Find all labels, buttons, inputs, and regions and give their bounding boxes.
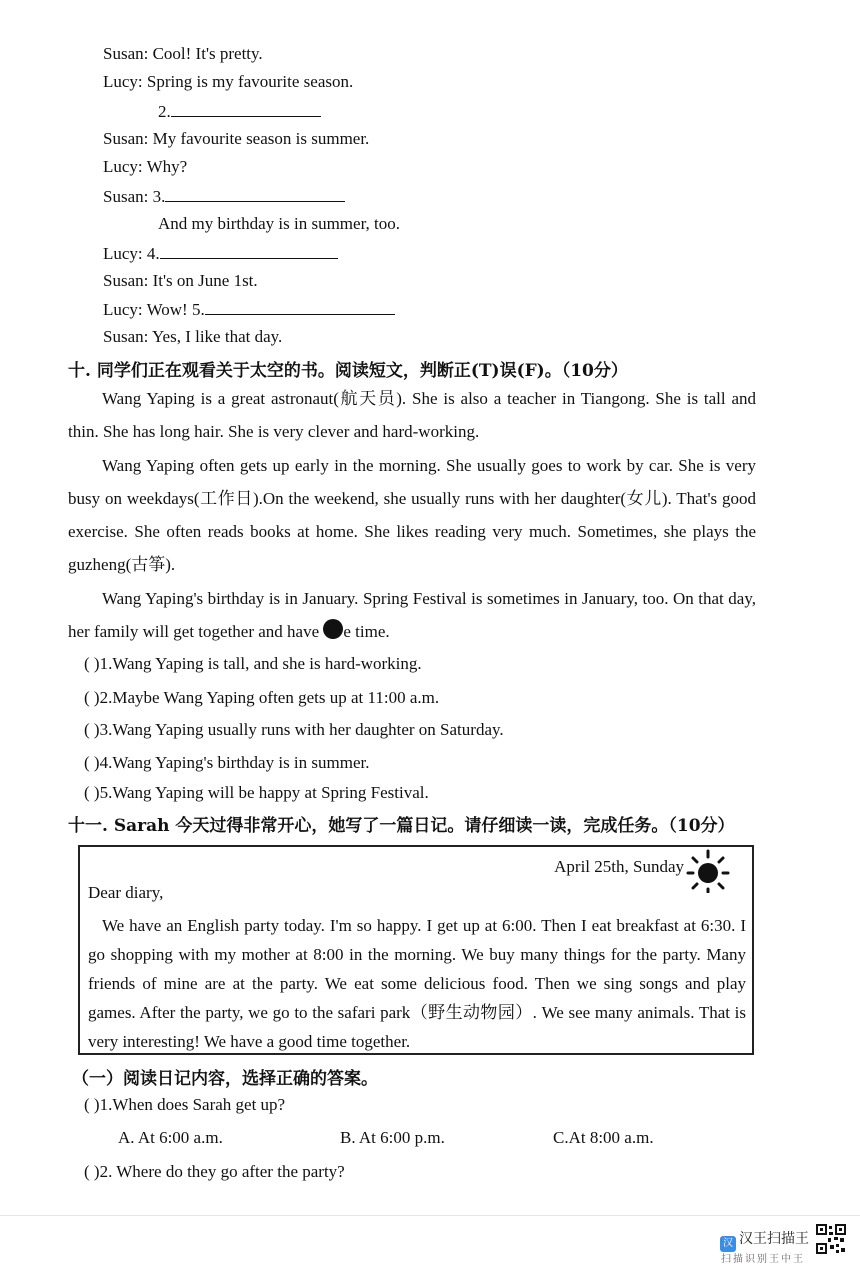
dialogue-line — [158, 100, 321, 123]
diary-box — [78, 845, 754, 1055]
dialogue-line: Susan: It's on June 1st. — [103, 271, 258, 290]
scanner-brand: 汉 汉王扫描王 — [720, 1228, 809, 1252]
dialogue-line — [103, 242, 338, 265]
tf-question-3[interactable]: ( )3.Wang Yaping usually runs with her daughter on Saturday. — [84, 720, 504, 739]
tf-question-1[interactable]: ( )1.Wang Yaping is tall, and she is hard-working. — [84, 654, 422, 673]
option-b[interactable]: B. At 6:00 p.m. — [340, 1128, 445, 1147]
scanner-footer — [0, 1215, 860, 1277]
blank-number: Lucy: Wow! 5. — [103, 300, 205, 319]
dialogue-line: And my birthday is in summer, too. — [158, 214, 401, 233]
dialogue-line: Lucy: Why? — [103, 157, 188, 176]
scanner-logo-icon: 汉 — [720, 1236, 736, 1252]
answer-blank[interactable] — [160, 242, 338, 259]
passage-paragraph-1: Wang Yaping is a great astronaut(航天员). She is also a teacher in Tiangong. She is tall and thin. She has long hair. She is very clever and hard-working. — [68, 389, 756, 441]
sub-heading: （一）阅读日记内容，选择正确的答案。 — [72, 1069, 378, 1089]
diary-date: April 25th, Sunday — [554, 857, 684, 876]
diary-body: We have an English party today. I'm so happy. I get up at 6:00. Then I eat breakfast at 6:30. I go shopping with my mother at 8:00 in the morning. We buy many things for the party. Many friends of mine are at the party. We eat some delicious food. Then we sing songs and play games. After the party, we go to the safari park（野生动物园）. We see many animals. That is very interesting! We have a good time together. — [88, 916, 746, 1051]
tf-question-4[interactable]: ( )4.Wang Yaping's birthday is in summer. — [84, 753, 370, 772]
ink-blot — [323, 619, 343, 639]
qr-code-icon — [816, 1224, 846, 1254]
answer-blank[interactable] — [205, 298, 395, 315]
mc-question-1[interactable]: ( )1.When does Sarah get up? — [84, 1095, 286, 1114]
mc-question-2[interactable]: ( )2. Where do they go after the party? — [84, 1162, 345, 1181]
blank-number: 2. — [158, 102, 171, 121]
sun-icon — [686, 849, 730, 893]
passage-paragraph-2: Wang Yaping often gets up early in the morning. She usually goes to work by car. She is very busy on weekdays(工作日).On the weekend, she usually runs with her daughter(女儿). That's good exercise. She often reads books at home. She likes reading very much. Sometimes, she plays the guzheng(古筝). — [68, 456, 756, 574]
answer-blank[interactable] — [171, 100, 321, 117]
dialogue-line: Lucy: Spring is my favourite season. — [103, 72, 354, 91]
tf-question-5[interactable]: ( )5.Wang Yaping will be happy at Spring Festival. — [84, 783, 429, 802]
tf-question-2[interactable]: ( )2.Maybe Wang Yaping often gets up at 11:00 a.m. — [84, 688, 440, 707]
passage-paragraph-3: Wang Yaping's birthday is in January. Spring Festival is sometimes in January, too. On that day, her family will get together and have e time. — [68, 589, 756, 641]
section-11-heading: 十一. Sarah 今天过得非常开心，她写了一篇日记。请仔细读一读，完成任务。（10分） — [68, 816, 735, 836]
section-10-heading: 十. 同学们正在观看关于太空的书。阅读短文，判断正(T)误(F)。（10分） — [68, 361, 628, 381]
answer-blank[interactable] — [165, 185, 345, 202]
diary-greeting: Dear diary, — [88, 883, 164, 902]
dialogue-line: Susan: My favourite season is summer. — [103, 129, 370, 148]
option-a[interactable]: A. At 6:00 a.m. — [118, 1128, 223, 1147]
option-c[interactable]: C.At 8:00 a.m. — [553, 1128, 654, 1147]
blank-number: Lucy: 4. — [103, 244, 160, 263]
dialogue-line: Susan: Yes, I like that day. — [103, 327, 283, 346]
scanner-tagline: 扫描识别王中王 — [721, 1254, 805, 1265]
dialogue-line: Susan: Cool! It's pretty. — [103, 44, 263, 63]
blank-number: Susan: 3. — [103, 187, 166, 206]
dialogue-line — [103, 185, 345, 208]
dialogue-line — [103, 298, 395, 321]
